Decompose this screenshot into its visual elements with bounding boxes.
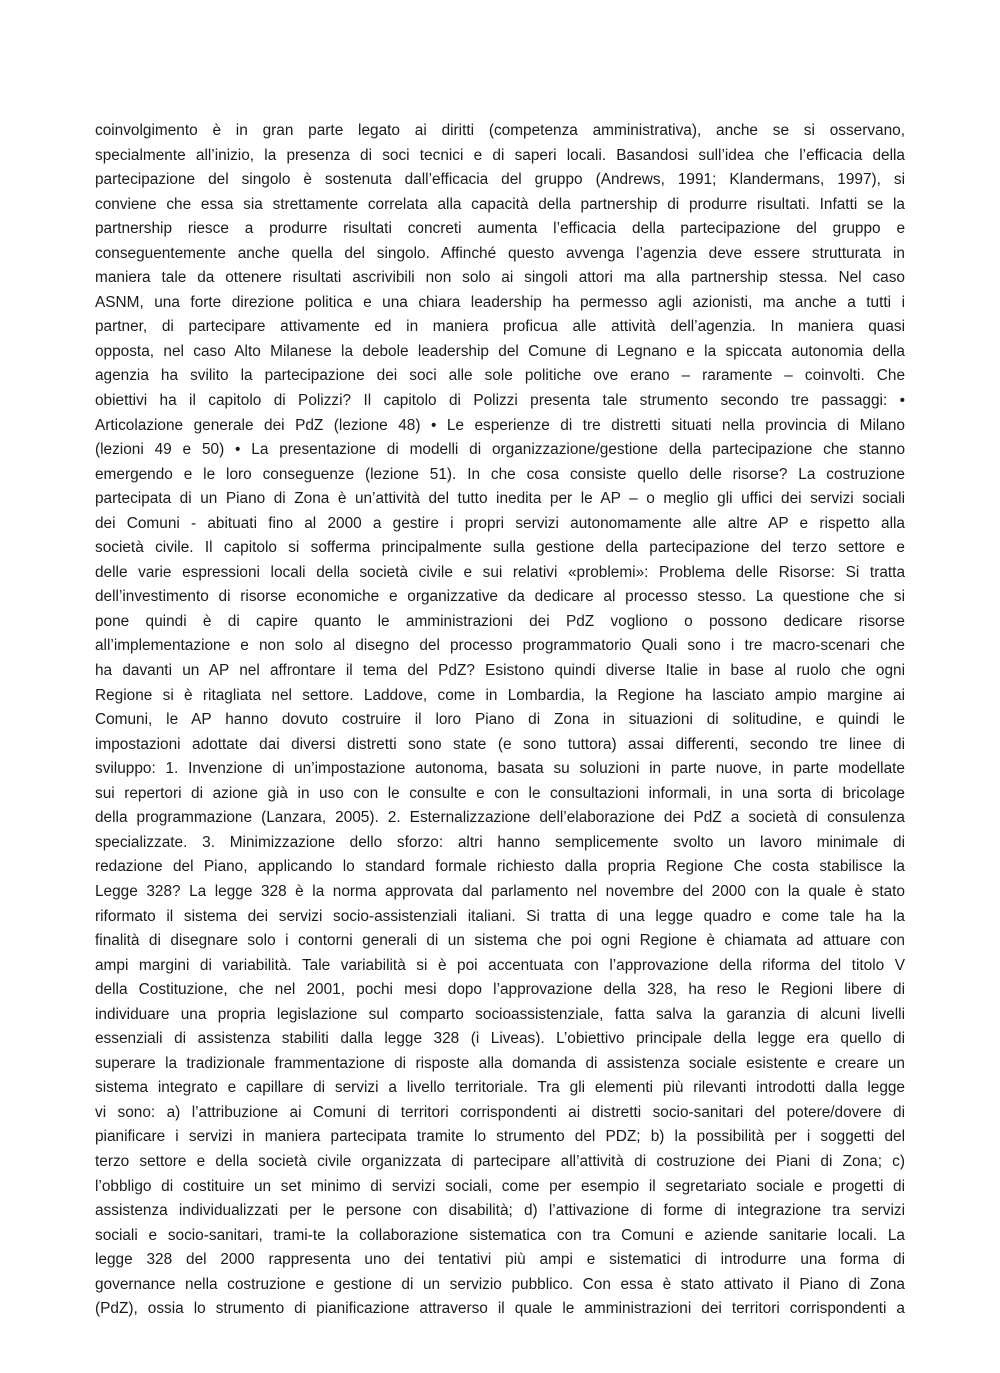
text-line: pone quindi è di capire quanto le amministrazioni dei PdZ vogliono o possono dedicare risorse — [95, 612, 905, 630]
text-line: conseguentemente anche quella del singolo. Affinché questo avvenga l’agenzia deve essere strutturata in — [95, 244, 905, 262]
text-line: ha davanti un AP nel affrontare il tema del PdZ? Esistono quindi diverse Italie in base al ruolo che ogni — [95, 662, 905, 680]
text-line: individuare una propria legislazione sul comparto socioassistenziale, fatta salva la garanzia di alcuni livelli — [95, 1005, 905, 1023]
text-line: specializzate. 3. Minimizzazione dello sforzo: altri hanno semplicemente svolto un lavoro minimale di — [95, 833, 905, 851]
text-line: assistenza individualizzati per le persone con disabilità; d) l’attivazione di forme di integrazione tra servizi — [95, 1202, 905, 1220]
text-line: società civile. Il capitolo si sofferma principalmente sulla gestione della partecipazione del terzo settore e — [95, 539, 905, 557]
text-line: partner, di partecipare attivamente ed in maniera proficua alle attività dell’agenzia. In maniera quasi — [95, 318, 905, 336]
text-line: Regione si è ritagliata nel settore. Laddove, come in Lombardia, la Regione ha lasciato ampio margine ai — [95, 686, 905, 704]
text-line: riformato il sistema dei servizi socio-assistenziali italiani. Si tratta di una legge quadro e come tale ha la — [95, 907, 905, 925]
text-line: impostazioni adottate dai diversi distretti sono state (e sono tuttora) assai differenti, secondo tre linee di — [95, 735, 905, 753]
body-paragraph — [95, 119, 905, 1322]
text-line: sviluppo: 1. Invenzione di un’impostazione autonoma, basata su soluzioni in parte nuove, in parte modellate — [95, 760, 905, 778]
text-line: (lezioni 49 e 50) • La presentazione di modelli di organizzazione/gestione della partecipazione che stanno — [95, 441, 905, 459]
text-line: sui repertori di azione già in uso con le consulte e con le consultazioni informali, in una sorta di bricolage — [95, 784, 905, 802]
text-line: conviene che essa sia strettamente correlata alla capacità della partnership di produrre risultati. Infatti se la — [95, 195, 905, 213]
text-line: Legge 328? La legge 328 è la norma approvata dal parlamento nel novembre del 2000 con la quale è stato — [95, 882, 905, 900]
text-line: essenziali di assistenza stabiliti dalla legge 328 (i Liveas). L’obiettivo principale della legge era quello di — [95, 1030, 905, 1048]
text-line: terzo settore e della società civile organizzata di partecipare all’attività di costruzione dei Piani di Zona; c) — [95, 1152, 905, 1170]
text-line: agenzia ha svilito la partecipazione dei soci alle sole politiche ove erano – raramente – coinvolti. Che — [95, 367, 905, 385]
text-line: ampi margini di variabilità. Tale variabilità si è poi accentuata con l’approvazione della riforma del titolo V — [95, 956, 905, 974]
text-line: all’implementazione e non solo al disegno del processo programmatorio Quali sono i tre macro-scenari che — [95, 637, 905, 655]
text-line: partnership riesce a produrre risultati concreti aumenta l’efficacia della partecipazione del gruppo e — [95, 220, 905, 238]
text-line: (PdZ), ossia lo strumento di pianificazione attraverso il quale le amministrazioni dei territori corrispondenti a — [95, 1300, 905, 1318]
text-line: sistema integrato e capillare di servizi a livello territoriale. Tra gli elementi più rilevanti introdotti dalla legge — [95, 1079, 905, 1097]
text-line: delle varie espressioni locali della società civile e sui relativi «problemi»: Problema delle Risorse: Si tratta — [95, 563, 905, 581]
text-line: dell’investimento di risorse economiche e organizzative da dedicare al processo stesso. La questione che si — [95, 588, 905, 606]
text-line: obiettivi ha il capitolo di Polizzi? Il capitolo di Polizzi presenta tale strumento secondo tre passaggi: • — [95, 392, 905, 410]
text-line: governance nella costruzione e gestione di un servizio pubblico. Con essa è stato attivato il Piano di Zona — [95, 1275, 905, 1293]
text-line: vi sono: a) l’attribuzione ai Comuni di territori corrispondenti ai distretti socio-sanitari del potere/dovere di — [95, 1103, 905, 1121]
text-line: coinvolgimento è in gran parte legato ai diritti (competenza amministrativa), anche se si osservano, — [95, 122, 905, 139]
text-line: ASNM, una forte direzione politica e una chiara leadership ha permesso agli azionisti, ma anche a tutti i — [95, 293, 905, 311]
text-line: sociali e socio-sanitari, trami-te la collaborazione sistematica con tra Comuni e aziende sanitarie locali. La — [95, 1226, 905, 1244]
text-line: pianificare i servizi in maniera partecipata tramite lo strumento del PDZ; b) la possibilità per i soggetti del — [95, 1128, 905, 1146]
text-line: l’obbligo di costituire un set minimo di servizi sociali, come per esempio il segretariato sociale e progetti di — [95, 1177, 905, 1195]
text-line: partecipata di un Piano di Zona è un’attività del tutto inedita per le AP – o meglio gli uffici dei servizi sociali — [95, 490, 905, 508]
text-line: specialmente all’inizio, la presenza di soci tecnici e di saperi locali. Basandosi sull’idea che l’efficacia della — [95, 146, 905, 164]
text-line: opposta, nel caso Alto Milanese la debole leadership del Comune di Legnano e la spiccata autonomia della — [95, 342, 905, 360]
text-line: partecipazione del singolo è sostenuta dall’efficacia del gruppo (Andrews, 1991; Klandermans, 1997), si — [95, 171, 905, 189]
text-line: della programmazione (Lanzara, 2005). 2. Esternalizzazione dell’elaborazione dei PdZ a società di consulenza — [95, 809, 905, 827]
text-line: emergendo e le loro conseguenze (lezione 51). In che cosa consiste quello delle risorse? La costruzione — [95, 465, 905, 483]
text-line: dei Comuni - abituati fino al 2000 a gestire i propri servizi autonomamente alle altre AP e rispetto alla — [95, 514, 905, 532]
text-line: maniera tale da ottenere risultati ascrivibili non solo ai singoli attori ma alla partnership stessa. Nel caso — [95, 269, 905, 287]
text-line: superare la tradizionale frammentazione di risposte alla domanda di assistenza sociale esistente e creare un — [95, 1054, 905, 1072]
text-line: redazione del Piano, applicando lo standard formale richiesto dalla propria Regione Che costa stabilisce la — [95, 858, 905, 876]
text-line: Comuni, le AP hanno dovuto costruire il loro Piano di Zona in situazioni di solitudine, e quindi le — [95, 711, 905, 729]
text-line: legge 328 del 2000 rappresenta uno dei tentativi più ampi e sistematici di introdurre una forma di — [95, 1251, 905, 1269]
text-line: Articolazione generale dei PdZ (lezione 48) • Le esperienze di tre distretti situati nella provincia di Milano — [95, 416, 905, 434]
text-line: della Costituzione, che nel 2001, pochi mesi dopo l’approvazione della 328, ha reso le Regioni libere di — [95, 981, 905, 999]
text-line: finalità di disegnare solo i contorni generali di un sistema che poi ogni Regione è chiamata ad attuare con — [95, 932, 905, 950]
